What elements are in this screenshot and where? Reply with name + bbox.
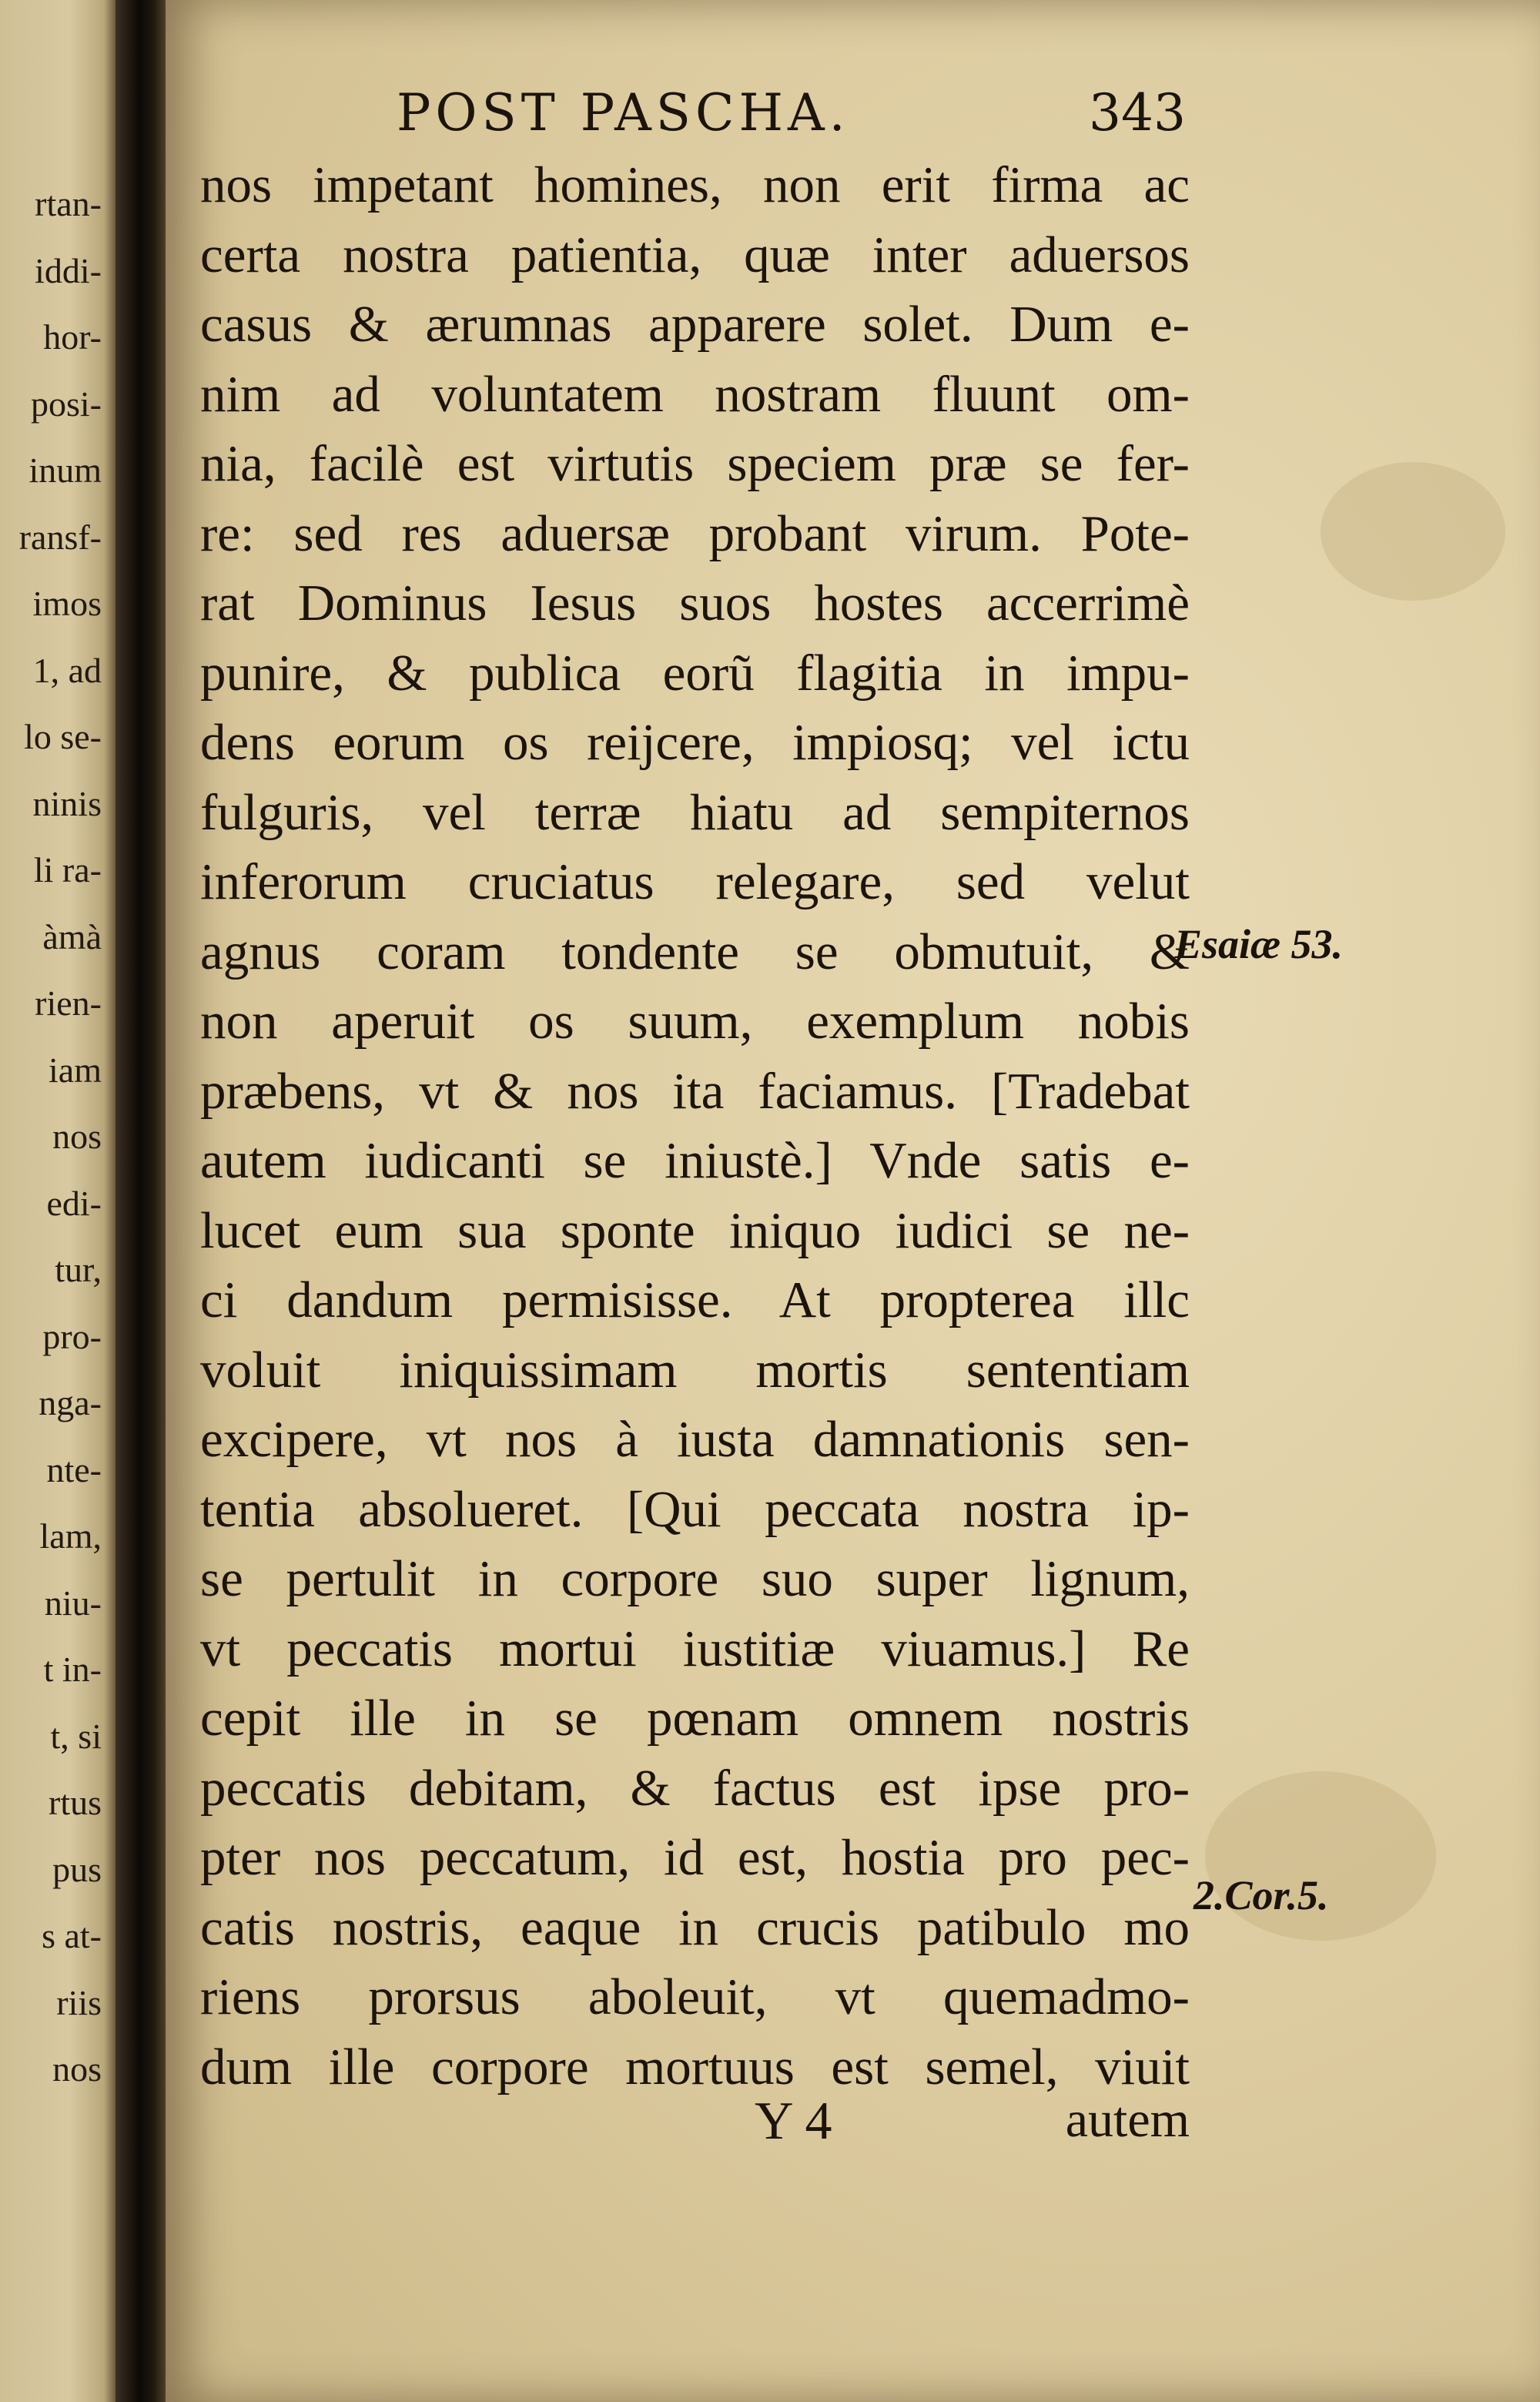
page-number: 343 [1089,83,1186,142]
facing-page-fragment: nos [52,1117,102,1156]
body-text [200,150,1190,2102]
facing-page-fragment: rien- [35,983,102,1023]
text-line: se pertulit in corpore suo super lignum, [200,1550,1190,1607]
facing-page-fragment: ninis [32,783,102,823]
facing-page-fragment: hor- [43,317,102,357]
text-line: lucet eum sua sponte iniquo iudici se ne- [200,1201,1190,1259]
page-footer [755,2091,1190,2160]
facing-page-fragment: iam [49,1050,102,1090]
facing-page-fragment: lam, [39,1516,102,1556]
text-line: autem iudicanti se iniustè.] Vnde satis e- [200,1132,1190,1189]
text-line: pter nos peccatum, id est, hostia pro pec- [200,1829,1190,1886]
text-line: præbens, vt & nos ita faciamus. [Tradebat [200,1062,1190,1120]
paper-stain [1321,462,1505,601]
text-line: nim ad voluntatem nostram fluunt om- [200,365,1190,423]
facing-page-fragment: edi- [46,1183,102,1223]
text-line: riens prorsus aboleuit, vt quemadmo- [200,1968,1190,2025]
text-line: agnus coram tondente se obmutuit, & [200,923,1190,980]
facing-page-fragment: nga- [38,1383,102,1422]
facing-page-fragment: inum [28,451,102,490]
text-line: catis nostris, eaque in crucis patibulo mo [200,1898,1190,1956]
catchword: autem [1065,2092,1190,2148]
text-line: vt peccatis mortui iustitiæ viuamus.] Re [200,1620,1190,1677]
facing-page-fragment: 1, ad [32,650,102,690]
text-line: rat Dominus Iesus suos hostes accerrimè [200,575,1190,631]
facing-page-fragment: t, si [50,1716,102,1756]
text-line: punire, & publica eorũ flagitia in impu- [200,644,1190,702]
text-line: voluit iniquissimam mortis sententiam [200,1341,1190,1399]
text-line: excipere, vt nos à iusta damnationis sen- [200,1411,1190,1468]
facing-page-fragment: posi- [31,384,102,424]
text-line: certa nostra patientia, quæ inter aduersos [200,226,1190,283]
text-line: fulguris, vel terræ hiatu ad sempiternos [200,783,1190,841]
facing-page-edge [0,0,116,2402]
facing-page-fragment: nos [52,2049,102,2089]
text-line: ci dandum permisisse. At propterea illc [200,1271,1190,1328]
facing-page-fragment: nte- [46,1449,102,1489]
facing-page-fragment: rtus [49,1783,102,1822]
text-line: dens eorum os reijcere, impiosq; vel ictu [200,714,1190,771]
facing-page-fragment: t in- [43,1650,102,1689]
text-line: casus & ærumnas apparere solet. Dum e- [200,296,1190,353]
facing-page-fragment: ransf- [18,517,102,557]
facing-page-fragment: rtan- [35,184,102,223]
facing-page-fragment: tur, [55,1250,102,1289]
facing-page-fragment: riis [56,1982,102,2022]
text-line: non aperuit os suum, exemplum nobis [200,993,1190,1050]
facing-page-fragment: pus [52,1849,102,1889]
facing-page-fragment: àmà [42,916,102,956]
text-line: re: sed res aduersæ probant virum. Pote- [200,504,1190,562]
text-line: nia, facilè est virtutis speciem præ se fer- [200,435,1190,492]
facing-page-fragment: pro- [42,1316,102,1356]
facing-page-fragment: li ra- [33,850,102,889]
text-line: tentia absolueret. [Qui peccata nostra ip- [200,1480,1190,1538]
book-gutter [116,0,169,2402]
text-line: nos impetant homines, non erit firma ac [200,156,1190,213]
text-line: inferorum cruciatus relegare, sed velut [200,853,1190,910]
text-line: cepit ille in se pœnam omnem nostris [200,1690,1190,1747]
marginal-note-esaiae: Esaiæ 53. [1174,921,1344,967]
marginal-note-corinthians: 2.Cor.5. [1194,1872,1329,1918]
facing-page-fragment: imos [32,584,102,623]
text-line: peccatis debitam, & factus est ipse pro- [200,1759,1190,1817]
facing-page-fragment: lo se- [24,717,102,756]
facing-page-fragment: niu- [44,1583,102,1623]
facing-page-fragment: iddi- [35,250,102,290]
page-header [231,83,1186,145]
signature-mark: Y 4 [755,2092,832,2151]
running-title: POST PASCHA. [397,83,850,142]
text-line: dum ille corpore mortuus est semel, viuit [200,2038,1190,2095]
facing-page-fragment: s at- [42,1916,102,1955]
